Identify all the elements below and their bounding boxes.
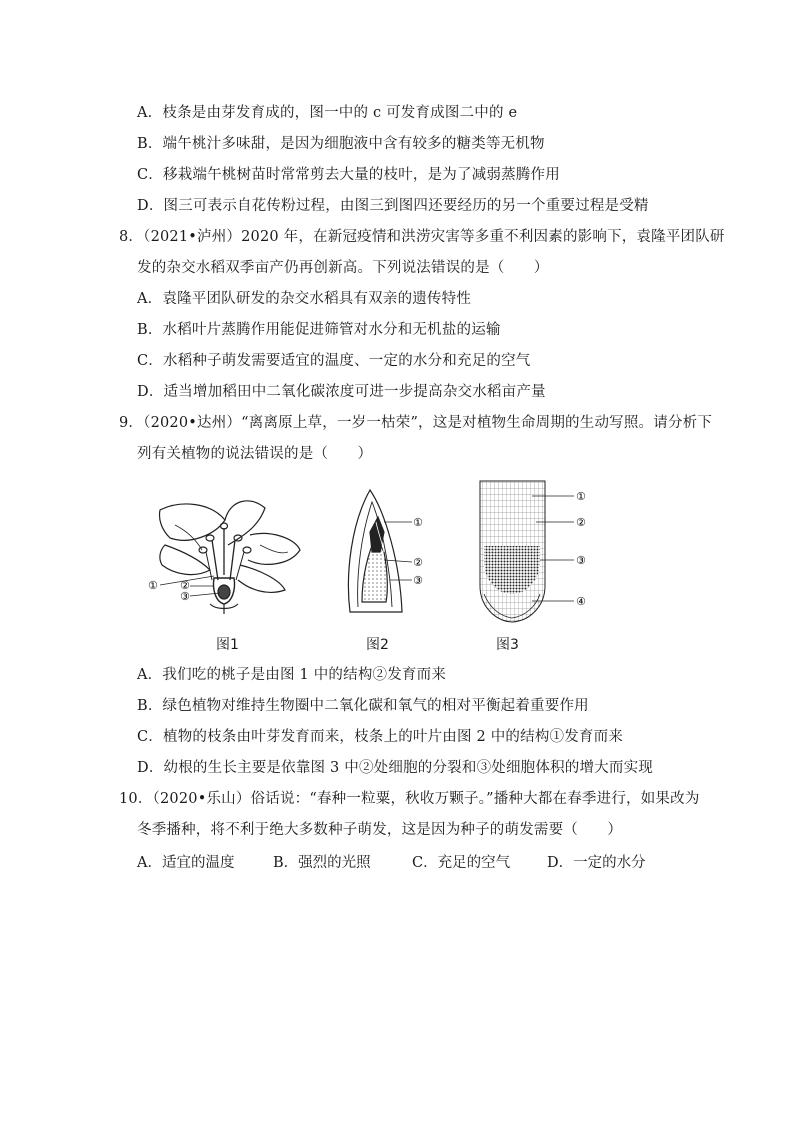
fig3-label-1: ①: [576, 490, 586, 503]
fig1-label-1: ①: [148, 579, 158, 592]
q9-option-b: B．绿色植物对维持生物圈中二氧化碳和氧气的相对平衡起着重要作用: [137, 698, 589, 714]
q8-stem-line2: 发的杂交水稻双季亩产仍再创新高。下列说法错误的是（ ）: [137, 260, 549, 276]
q8-option-b: B．水稻叶片蒸腾作用能促进筛管对水分和无机盐的运输: [137, 322, 501, 338]
fig1-caption: 图1: [216, 637, 239, 653]
q8-option-a: A．袁隆平团队研发的杂交水稻具有双亲的遗传特性: [137, 291, 472, 307]
q10-option-c: C．充足的空气: [412, 855, 511, 871]
fig2-caption: 图2: [366, 637, 389, 653]
q10-stem-line1: 10．（2020•乐山）俗话说：“春种一粒粟，秋收万颗子。”播种大都在春季进行，如果改为: [119, 791, 700, 807]
fig3-label-3: ③: [576, 554, 586, 567]
q9-stem-line1: 9．（2020•达州）“离离原上草，一岁一枯荣”，这是对植物生命周期的生动写照。请分析下: [119, 415, 713, 431]
q7-option-d: D．图三可表示自花传粉过程，由图三到图四还要经历的另一个重要过程是受精: [137, 198, 649, 214]
fig3-caption: 图3: [496, 637, 519, 653]
flower-diagram: [140, 490, 310, 615]
q10-option-d: D．一定的水分: [547, 855, 646, 871]
q8-option-d: D．适当增加稻田中二氧化碳浓度可进一步提高杂交水稻亩产量: [137, 384, 546, 400]
fig1-label-3: ③: [180, 590, 190, 603]
q9-option-a: A．我们吃的桃子是由图 1 中的结构②发育而来: [137, 667, 447, 683]
q10-option-b: B．强烈的光照: [273, 855, 371, 871]
q7-option-b: B．端午桃汁多味甜，是因为细胞液中含有较多的糖类等无机物: [137, 136, 545, 152]
q10-option-a: A．适宜的温度: [137, 855, 235, 871]
q8-stem-line1: 8．（2021•泸州）2020 年，在新冠疫情和洪涝灾害等多重不利因素的影响下，袁隆平团队研: [119, 229, 725, 245]
fig2-label-2: ②: [413, 556, 423, 569]
q9-option-d: D．幼根的生长主要是依靠图 3 中②处细胞的分裂和③处细胞体积的增大而实现: [137, 760, 653, 776]
fig3-label-4: ④: [576, 595, 586, 608]
q10-stem-line2: 冬季播种，将不利于绝大多数种子萌发，这是因为种子的萌发需要（ ）: [137, 822, 623, 838]
fig3-label-2: ②: [576, 516, 586, 529]
q9-stem-line2: 列有关植物的说法错误的是（ ）: [137, 446, 373, 462]
fig2-label-3: ③: [413, 574, 423, 587]
q9-option-c: C．植物的枝条由叶芽发育而来，枝条上的叶片由图 2 中的结构①发育而来: [137, 729, 624, 745]
q10-options: [137, 851, 697, 873]
fig2-label-1: ①: [413, 516, 423, 529]
q8-option-c: C．水稻种子萌发需要适宜的温度、一定的水分和充足的空气: [137, 353, 531, 369]
q7-option-c: C．移栽端午桃树苗时常常剪去大量的枝叶，是为了减弱蒸腾作用: [137, 167, 560, 183]
q7-option-a: A．枝条是由芽发育成的，图一中的 c 可发育成图二中的 e: [137, 105, 518, 121]
root-tip-diagram: [470, 476, 600, 626]
bud-diagram: [340, 482, 440, 622]
fig1-label-2: ②: [180, 579, 190, 592]
